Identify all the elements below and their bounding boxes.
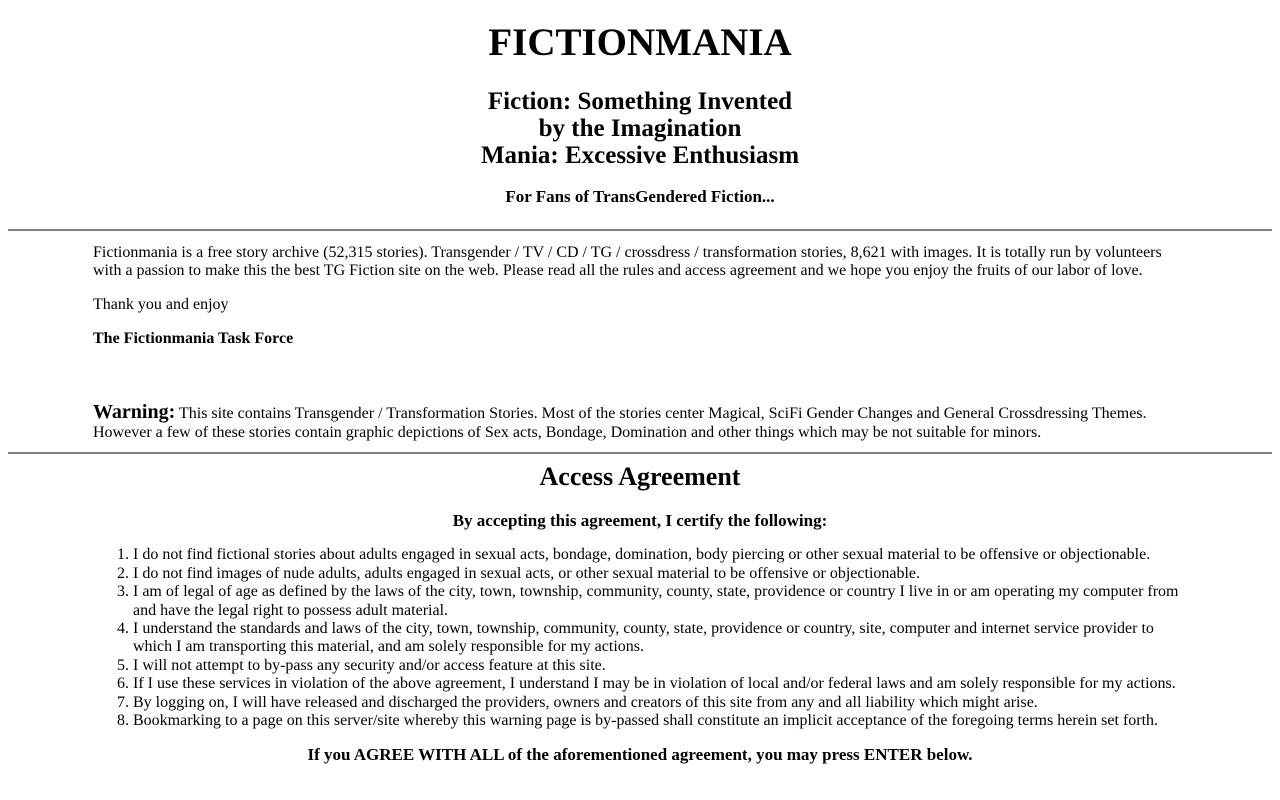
agreement-heading: Access Agreement xyxy=(539,461,741,491)
warning-label: Warning: xyxy=(93,401,176,424)
agreement-item: 4. I understand the standards and laws of the city, town, township, community, county, state, providence or country, site, computer and internet service provider to which I am transporting this material, and am solely responsible for my actions. xyxy=(133,620,1187,657)
task-force-signature: The Fictionmania Task Force xyxy=(93,329,294,347)
warning-text: This site contains Transgender / Transformation Stories. Most of the stories center Magical, SciFi Gender Changes and General Crossdressing Themes. However a few of these stories contain graphic depictions of Sex acts, Bondage, Domination and other things which may be not suitable for minors. xyxy=(93,405,1147,441)
divider-middle xyxy=(8,452,1272,454)
subtitle-line-1: Fiction: Something Invented xyxy=(487,88,793,115)
agreement-item: 2. I do not find images of nude adults, adults engaged in sexual acts, or other sexual material to be offensive or objectionable. xyxy=(133,565,1187,583)
fictionmania-warning-page xyxy=(8,20,1272,764)
agreement-item: 3. I am of legal of age as defined by the laws of the city, town, township, community, county, state, providence or country I live in or am operating my computer from and have the legal right to possess adult material. xyxy=(133,583,1187,620)
agreement-item: 7. By logging on, I will have released and discharged the providers, owners and creators of this site from any and all liability which might arise. xyxy=(133,694,1187,712)
tagline: For Fans of TransGendered Fiction... xyxy=(505,187,775,206)
subtitle-line-2: by the Imagination xyxy=(538,115,742,142)
site-subtitle xyxy=(8,88,1272,169)
warning-paragraph xyxy=(93,403,1187,442)
subtitle-line-3: Mania: Excessive Enthusiasm xyxy=(480,142,800,169)
thanks-text: Thank you and enjoy xyxy=(93,296,229,314)
agreement-list xyxy=(93,546,1187,730)
agreement-section xyxy=(8,462,1272,764)
intro-paragraph: Fictionmania is a free story archive (52,315 stories). Transgender / TV / CD / TG / crossdress / transformation stories, 8,621 with images. It is totally run by volunteers with a passion to make this the best TG Fiction site on the web. Please read all the rules and access agreement and we hope you enjoy the fruits of our labor of love. xyxy=(93,243,1162,279)
agreement-item: 8. Bookmarking to a page on this server/site whereby this warning page is by-passed shall constitute an implicit acceptance of the foregoing terms herein set forth. xyxy=(133,712,1187,730)
intro-section xyxy=(8,244,1272,442)
agreement-item: 5. I will not attempt to by-pass any security and/or access feature at this site. xyxy=(133,657,1187,675)
site-title: FICTIONMANIA xyxy=(488,21,792,64)
page-header xyxy=(8,20,1272,207)
divider-top xyxy=(8,229,1272,231)
agreement-footer: If you AGREE WITH ALL of the aforementioned agreement, you may press ENTER below. xyxy=(307,744,973,764)
agreement-subheading: By accepting this agreement, I certify the following: xyxy=(452,510,828,530)
agreement-item: 1. I do not find fictional stories about adults engaged in sexual acts, bondage, domination, body piercing or other sexual material to be offensive or objectionable. xyxy=(133,546,1187,564)
agreement-item: 6. If I use these services in violation of the above agreement, I understand I may be in violation of local and/or federal laws and am solely responsible for my actions. xyxy=(133,675,1187,693)
